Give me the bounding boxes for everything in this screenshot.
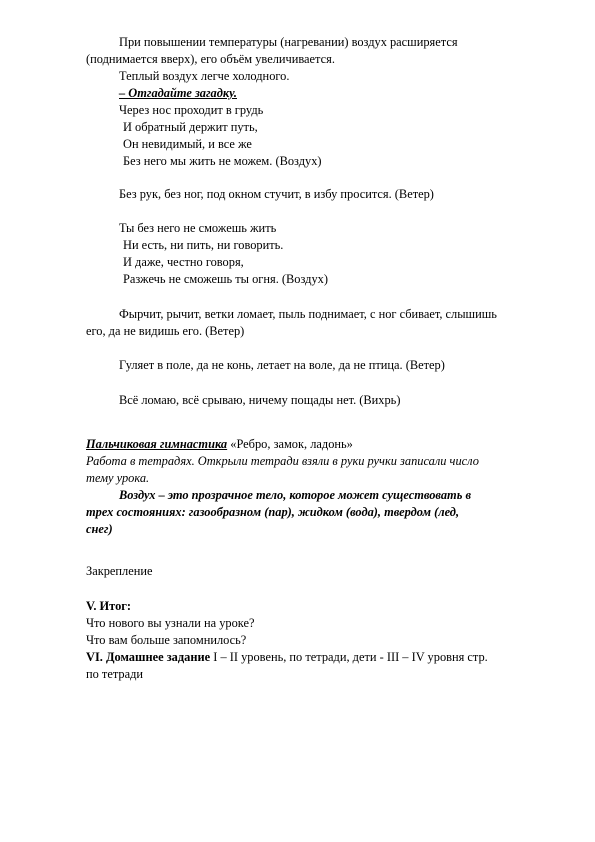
riddle-line: Ни есть, ни пить, ни говорить.	[123, 238, 284, 252]
riddle-line: Фырчит, рычит, ветки ломает, пыль поднимает, с ног сбивает, слышишь	[119, 307, 497, 321]
gymnastics-text: «Ребро, замок, ладонь»	[230, 437, 353, 451]
riddle-block-2	[86, 186, 556, 203]
riddle-block-4	[86, 306, 556, 340]
riddle-line: Гуляет в поле, да не конь, летает на воле, да не птица. (Ветер)	[119, 358, 445, 372]
homework-label: VI. Домашнее задание	[86, 650, 211, 664]
notebook-line: Работа в тетрадях. Открыли тетради взяли в руки ручки записали число	[86, 454, 479, 468]
intro-paragraph	[86, 34, 556, 85]
summary-block	[86, 598, 556, 683]
riddle-line: И даже, честно говоря,	[123, 255, 244, 269]
riddle-block-6	[86, 392, 556, 409]
riddle-block-3	[86, 220, 556, 288]
text-line: Теплый воздух легче холодного.	[119, 69, 290, 83]
gymnastics-block	[86, 436, 556, 538]
riddle-line: Без рук, без ног, под окном стучит, в избу просится. (Ветер)	[119, 187, 434, 201]
air-line: Воздух – это прозрачное тело, которое может существовать в	[119, 488, 471, 502]
gymnastics-label: Пальчиковая гимнастика	[86, 437, 228, 451]
air-line: трех состояниях: газообразном (пар), жидком (вода), твердом (лед,	[86, 505, 460, 519]
riddle-line: Без него мы жить не можем. (Воздух)	[123, 154, 322, 168]
text-line: При повышении температуры (нагревании) воздух расширяется	[119, 35, 458, 49]
riddle-line: И обратный держит путь,	[123, 120, 258, 134]
riddle-line: Он невидимый, и все же	[123, 137, 252, 151]
riddle-line: Ты без него не сможешь жить	[119, 221, 277, 235]
riddle-line: Разжечь не сможешь ты огня. (Воздух)	[123, 272, 328, 286]
section-heading: Закрепление	[86, 564, 153, 578]
riddle-line: Всё ломаю, всё срываю, ничему пощады нет. (Вихрь)	[119, 393, 401, 407]
section-heading: V. Итог:	[86, 599, 132, 613]
riddle-block-1	[86, 85, 556, 170]
riddle-line: Через нос проходит в грудь	[119, 103, 264, 117]
notebook-line: тему урока.	[86, 471, 150, 485]
air-line: снег)	[86, 522, 113, 536]
homework-text: I – II уровень, по тетради, дети - III – IV уровня стр.	[210, 650, 488, 664]
homework-line	[86, 649, 556, 666]
consolidation-block	[86, 563, 556, 580]
homework-line: по тетради	[86, 667, 144, 681]
text-line: (поднимается вверх), его объём увеличивается.	[86, 52, 335, 66]
riddle-block-5	[86, 357, 556, 374]
gymnastics-line	[86, 436, 556, 453]
question-line: Что нового вы узнали на уроке?	[86, 616, 255, 630]
riddle-line: его, да не видишь его. (Ветер)	[86, 324, 245, 338]
riddle-heading: – Отгадайте загадку.	[119, 86, 237, 100]
question-line: Что вам больше запомнилось?	[86, 633, 247, 647]
